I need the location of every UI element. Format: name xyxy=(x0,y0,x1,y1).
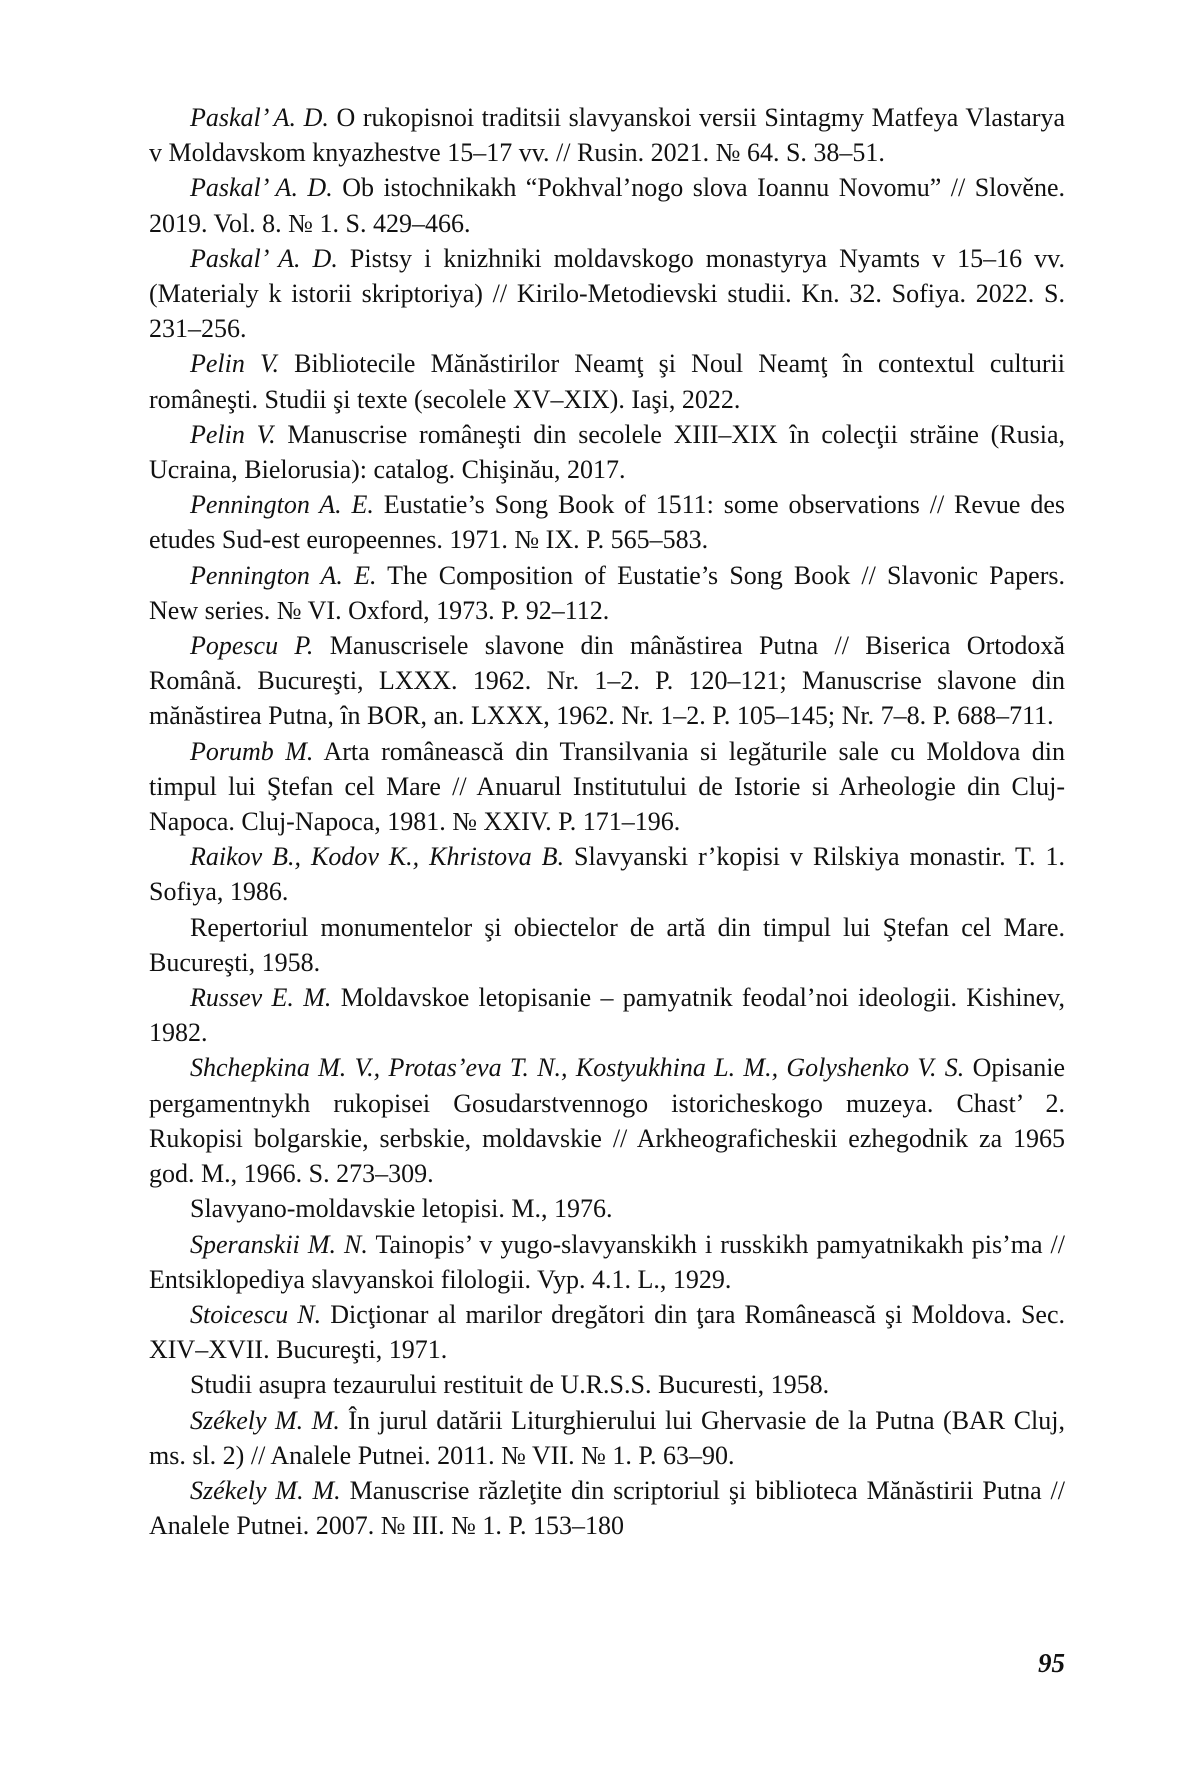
entry-author: Shchepkina M. V., Protas’eva T. N., Kostyukhina L. M., Golyshenko V. S. xyxy=(190,1053,964,1082)
entry-author: Pelin V. xyxy=(190,349,279,378)
entry-text: Bibliotecile Mănăstirilor Neamţ şi Noul Neamţ în contextul culturii româneşti. Studii şi texte (secolele XV–XIX). Iaşi, 2022. xyxy=(149,349,1065,413)
entry-text: În jurul datării Liturghierului lui Ghervasie de la Putna (BAR Cluj, ms. sl. 2) // Analele Putnei. 2011. № VII. № 1. P. 63–90. xyxy=(149,1406,1065,1470)
entry-text: Repertoriul monumentelor şi obiectelor de artă din timpul lui Ştefan cel Mare. Bucureşti, 1958. xyxy=(149,913,1065,977)
entry-author: Paskal’ A. D. xyxy=(190,244,338,273)
entry-author: Speranskii M. N. xyxy=(190,1230,368,1259)
entry-text: Manuscrise răzleţite din scriptoriul şi biblioteca Mănăstirii Putna // Analele Putnei. 2007. № III. № 1. P. 153–180 xyxy=(149,1476,1065,1540)
bibliography-entry xyxy=(149,1227,1065,1297)
bibliography-entry xyxy=(149,1297,1065,1367)
bibliography-entry xyxy=(149,1050,1065,1191)
entry-author: Paskal’ A. D. xyxy=(190,173,333,202)
bibliography-entry xyxy=(149,241,1065,347)
entry-text: Manuscrise româneşti din secolele XIII–XIX în colecţii străine (Rusia, Ucraina, Bielorusia): catalog. Chişinău, 2017. xyxy=(149,420,1065,484)
entry-text: Opisanie pergamentnykh rukopisei Gosudarstvennogo istoricheskogo muzeya. Chast’ 2. Rukopisi bolgarskie, serbskie, moldavskie // Arkheograficheskii ezhegodnik za 1965 god. M., 1966. S. 273–309. xyxy=(149,1053,1065,1188)
bibliography-list xyxy=(149,100,1065,1543)
bibliography-entry xyxy=(149,628,1065,734)
entry-text: Arta românească din Transilvania si legăturile sale cu Moldova din timpul lui Ştefan cel Mare // Anuarul Institutului de Istorie si Arheologie din Cluj-Napoca. Cluj-Napoca, 1981. № XXIV. P. 171–196. xyxy=(149,737,1065,836)
bibliography-entry xyxy=(149,980,1065,1050)
entry-text: Manuscrisele slavone din mânăstirea Putna // Biserica Ortodoxă Română. Bucureşti, LXXX. 1962. Nr. 1–2. P. 120–121; Manuscrise slavone din mănăstirea Putna, în BOR, an. LXXX, 1962. Nr. 1–2. P. 105–145; Nr. 7–8. P. 688–711. xyxy=(149,631,1065,730)
bibliography-entry xyxy=(149,346,1065,416)
entry-text: Pistsy i knizhniki moldavskogo monastyrya Nyamts v 15–16 vv. (Materialy k istorii skriptoriya) // Kirilo-Metodievski studii. Kn. 32. Sofiya. 2022. S. 231–256. xyxy=(149,244,1065,343)
bibliography-entry xyxy=(149,1403,1065,1473)
entry-text: Slavyano-moldavskie letopisi. M., 1976. xyxy=(190,1194,612,1223)
entry-author: Raikov B., Kodov K., Khristova B. xyxy=(190,842,564,871)
bibliography-entry xyxy=(149,1473,1065,1543)
bibliography-entry xyxy=(149,417,1065,487)
entry-text: The Composition of Eustatie’s Song Book // Slavonic Papers. New series. № VI. Oxford, 1973. P. 92–112. xyxy=(149,561,1065,625)
bibliography-entry xyxy=(149,839,1065,909)
bibliography-entry xyxy=(149,1367,1065,1402)
entry-text: Ob istochnikakh “Pokhval’nogo slova Ioannu Novomu” // Slověne. 2019. Vol. 8. № 1. S. 429–466. xyxy=(149,173,1065,237)
page-number: 95 xyxy=(1038,1648,1065,1679)
entry-author: Popescu P. xyxy=(190,631,313,660)
entry-text: Studii asupra tezaurului restituit de U.R.S.S. Bucuresti, 1958. xyxy=(190,1370,829,1399)
bibliography-entry xyxy=(149,487,1065,557)
entry-author: Stoicescu N. xyxy=(190,1300,321,1329)
bibliography-entry xyxy=(149,1191,1065,1226)
entry-text: Slavyanski r’kopisi v Rilskiya monastir. T. 1. Sofiya, 1986. xyxy=(149,842,1065,906)
bibliography-entry xyxy=(149,734,1065,840)
entry-author: Pennington A. E. xyxy=(190,561,376,590)
bibliography-entry xyxy=(149,170,1065,240)
entry-author: Pennington A. E. xyxy=(190,490,374,519)
bibliography-entry xyxy=(149,100,1065,170)
bibliography-entry xyxy=(149,558,1065,628)
entry-text: O rukopisnoi traditsii slavyanskoi versii Sintagmy Matfeya Vlastarya v Moldavskom knyazhestve 15–17 vv. // Rusin. 2021. № 64. S. 38–51. xyxy=(149,103,1065,167)
entry-author: Pelin V. xyxy=(190,420,276,449)
entry-author: Paskal’ A. D. xyxy=(190,103,329,132)
entry-author: Székely M. M. xyxy=(190,1476,341,1505)
entry-text: Tainopis’ v yugo-slavyanskikh i russkikh pamyatnikakh pis’ma // Entsiklopediya slavyanskoi filologii. Vyp. 4.1. L., 1929. xyxy=(149,1230,1065,1294)
bibliography-entry xyxy=(149,910,1065,980)
entry-text: Dicţionar al marilor dregători din ţara Românească şi Moldova. Sec. XIV–XVII. Bucureşti, 1971. xyxy=(149,1300,1065,1364)
entry-text: Eustatie’s Song Book of 1511: some observations // Revue des etudes Sud-est europeennes. 1971. № IX. P. 565–583. xyxy=(149,490,1065,554)
entry-text: Moldavskoe letopisanie – pamyatnik feodal’noi ideologii. Kishinev, 1982. xyxy=(149,983,1065,1047)
entry-author: Székely M. M. xyxy=(190,1406,340,1435)
entry-author: Russev E. M. xyxy=(190,983,331,1012)
entry-author: Porumb M. xyxy=(190,737,313,766)
